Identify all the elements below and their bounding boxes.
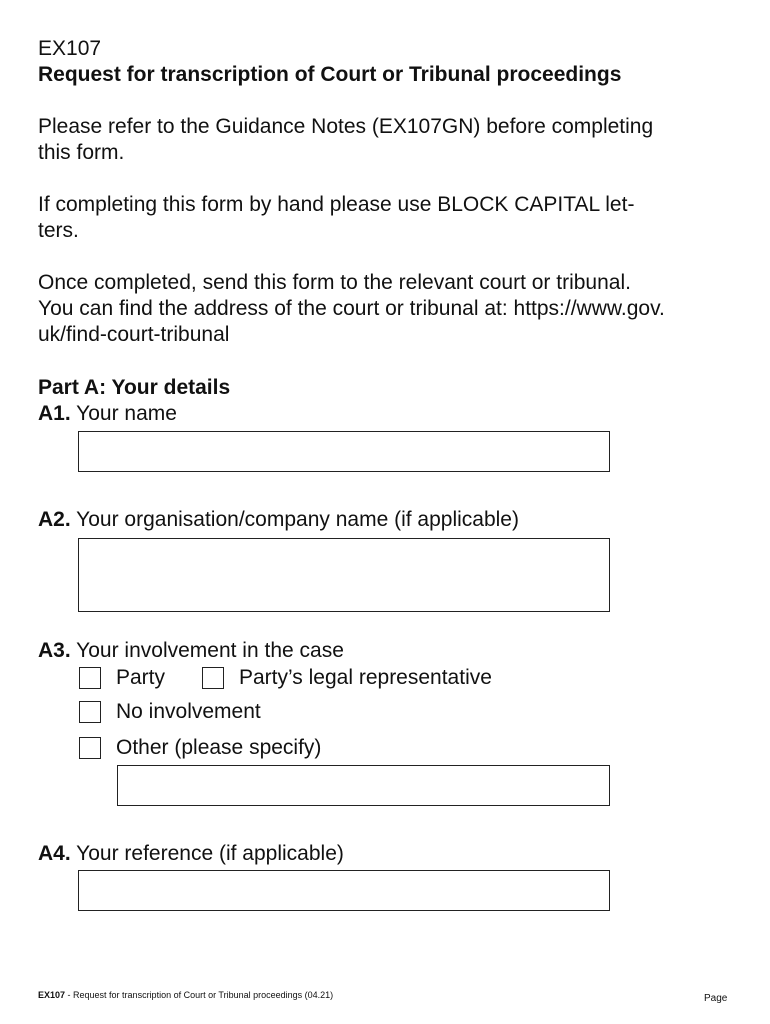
form-title: Request for transcription of Court or Tribunal proceedings <box>38 63 622 86</box>
intro-send <box>38 270 665 348</box>
organisation-field[interactable] <box>78 538 610 612</box>
footer-code: EX107 <box>38 990 66 1000</box>
a1-label: Your name <box>76 402 177 425</box>
legal-representative-checkbox[interactable] <box>202 667 224 689</box>
intro-send-line: Once completed, send this form to the relevant court or tribunal. <box>38 271 631 294</box>
a3-label: Your involvement in the case <box>76 639 344 662</box>
intro-send-line: You can find the address of the court or tribunal at: https://www.gov. <box>38 297 665 320</box>
a3-question <box>38 638 344 664</box>
a2-number: A2. <box>38 508 71 531</box>
other-label: Other (please specify) <box>116 736 322 759</box>
footer-text <box>38 989 333 1001</box>
intro-guidance-line: Please refer to the Guidance Notes (EX107GN) before completing <box>38 115 654 138</box>
intro-block-capitals-line: If completing this form by hand please use BLOCK CAPITAL let- <box>38 193 635 216</box>
reference-field[interactable] <box>78 870 610 911</box>
party-label: Party <box>116 666 166 689</box>
a3-number: A3. <box>38 639 71 662</box>
intro-send-line: uk/find-court-tribunal <box>38 323 230 346</box>
footer-description: - Request for transcription of Court or Tribunal proceedings (04.21) <box>65 990 334 1000</box>
other-checkbox[interactable] <box>79 737 101 759</box>
other-specify-field[interactable] <box>117 765 610 806</box>
a2-question <box>38 507 519 533</box>
intro-block-capitals <box>38 192 634 244</box>
part-a-heading: Part A: Your details <box>38 376 231 399</box>
a4-label: Your reference (if applicable) <box>76 842 344 865</box>
a1-question <box>38 401 177 427</box>
footer-page-label: Page <box>704 993 728 1004</box>
name-field[interactable] <box>78 431 610 472</box>
legal-representative-label: Party’s legal representative <box>239 666 492 689</box>
a2-label: Your organisation/company name (if applicable) <box>76 508 519 531</box>
intro-block-capitals-line: ters. <box>38 219 79 242</box>
a4-number: A4. <box>38 842 71 865</box>
no-involvement-label: No involvement <box>116 700 261 723</box>
a4-question <box>38 841 344 867</box>
a1-number: A1. <box>38 402 71 425</box>
form-code: EX107 <box>38 37 102 60</box>
intro-guidance-line: this form. <box>38 141 125 164</box>
party-checkbox[interactable] <box>79 667 101 689</box>
intro-guidance <box>38 114 653 166</box>
no-involvement-checkbox[interactable] <box>79 701 101 723</box>
